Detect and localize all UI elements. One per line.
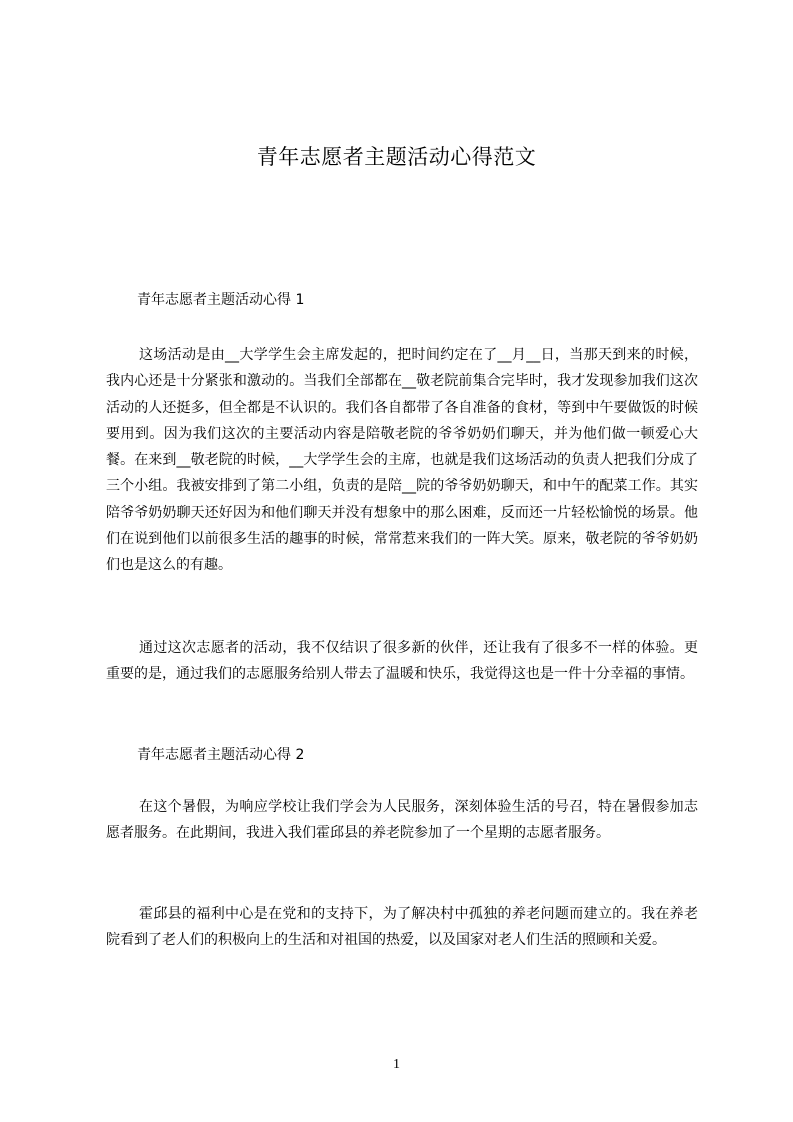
page-number: 1	[393, 1057, 400, 1072]
section-1-paragraph-1: 这场活动是由__大学学生会主席发起的，把时间约定在了__月__日，当那天到来的时候，我内心还是十分紧张和激动的。当我们全部都在__敬老院前集合完毕时，我才发现参加我们这次活动的人还挺多，但全都是不认识的。我们各自都带了各自准备的食材，等到中午要做饭的时候要用到。因为我们这次的主要活动内容是陪敬老院的爷爷奶奶们聊天，并为他们做一顿爱心大餐。在来到__敬老院的时候，__大学学生会的主席，也就是我们这场活动的负责人把我们分成了三个小组。我被安排到了第二小组，负责的是陪__院的爷爷奶奶聊天，和中午的配菜工作。其实陪爷爷奶奶聊天还好因为和他们聊天并没有想象中的那么困难，反而还一片轻松愉悦的场景。他们在说到他们以前很多生活的趣事的时候，常常惹来我们的一阵大笑。原来，敬老院的爷爷奶奶们也是这么的有趣。	[106, 347, 698, 574]
section-heading-2: 青年志愿者主题活动心得 2	[137, 747, 305, 763]
section-2-paragraph-1: 在这个暑假，为响应学校让我们学会为人民服务，深刻体验生活的号召，特在暑假参加志愿者服务。在此期间，我进入我们霍邱县的养老院参加了一个星期的志愿者服务。	[106, 799, 698, 842]
document-title: 青年志愿者主题活动心得范文	[256, 145, 537, 169]
section-1-paragraph-2: 通过这次志愿者的活动，我不仅结识了很多新的伙伴，还让我有了很多不一样的体验。更重要的是，通过我们的志愿服务给别人带去了温暖和快乐，我觉得这也是一件十分幸福的事情。	[106, 640, 698, 683]
section-heading-1: 青年志愿者主题活动心得 1	[137, 292, 305, 308]
section-2-paragraph-2: 霍邱县的福利中心是在党和的支持下，为了解决村中孤独的养老问题而建立的。我在养老院看到了老人们的积极向上的生活和对祖国的热爱，以及国家对老人们生活的照顾和关爱。	[106, 906, 698, 949]
